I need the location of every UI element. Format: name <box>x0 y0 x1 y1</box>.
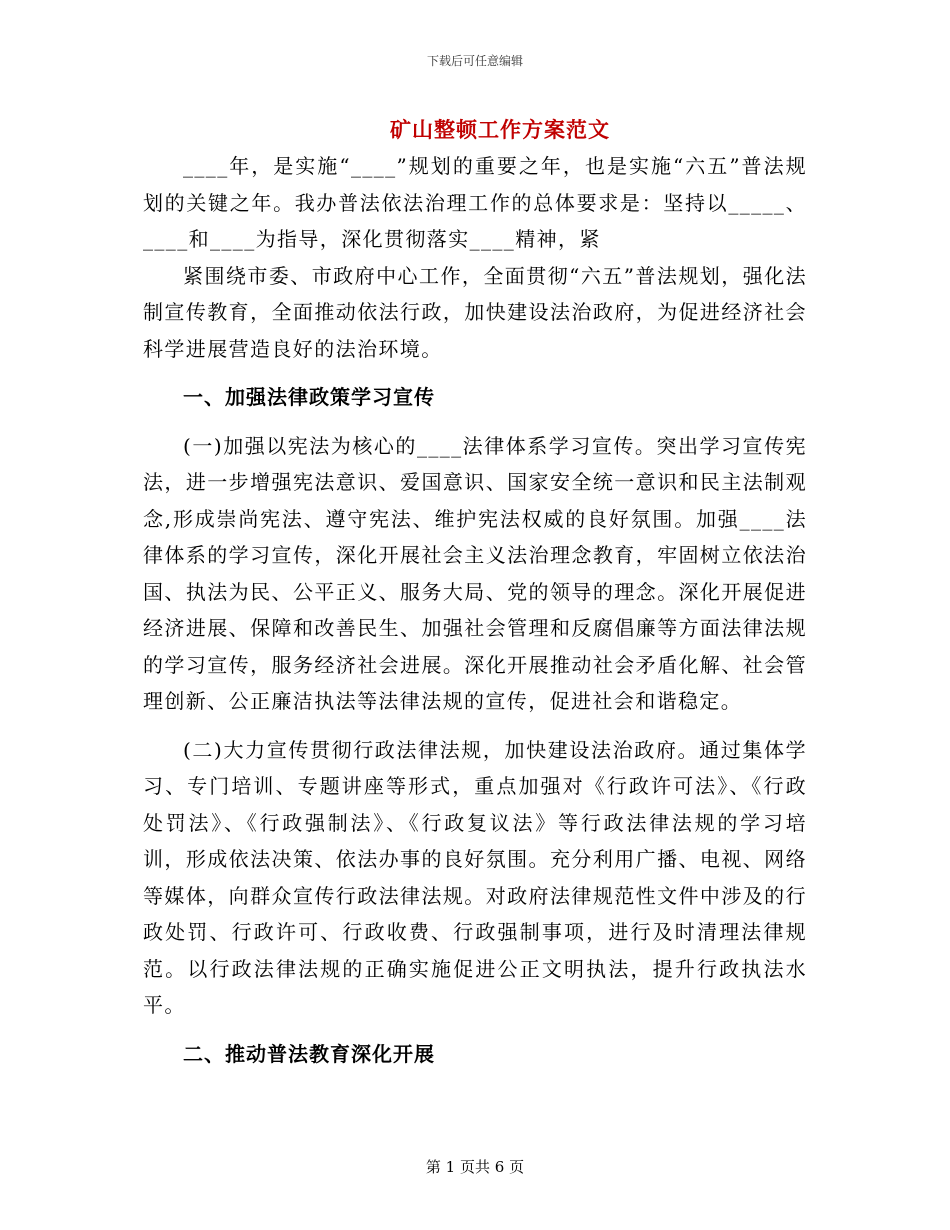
intro-paragraph-2: 紧围绕市委、市政府中心工作，全面贯彻“六五”普法规划，强化法制宣传教育，全面推动依法行政，加快建设法治政府，为促进经济社会科学进展营造良好的法治环境。 <box>143 263 807 361</box>
intro-paragraph-1: ____年，是实施“____”规划的重要之年，也是实施“六五”普法规划的关键之年。我办普法依法治理工作的总体要求是：坚持以_____、____和____为指导，深化贯彻落实____精神，紧 <box>143 154 807 251</box>
section-1-paragraph-2: (二)大力宣传贯彻行政法律法规，加快建设法治政府。通过集体学习、专门培训、专题讲座等形式，重点加强对《行政许可法》、《行政处罚法》、《行政强制法》、《行政复议法》等行政法律法规的学习培训，形成依法决策、依法办事的良好氛围。充分利用广播、电视、网络等媒体，向群众宣传行政法律法规。对政府法律规范性文件中涉及的行政处罚、行政许可、行政收费、行政强制事项，进行及时清理法律规范。以行政法律法规的正确实施促进公正文明执法，提升行政执法水平。 <box>143 737 807 1017</box>
section-2-heading: 二、推动普法教育深化开展 <box>183 1041 435 1066</box>
document-body <box>143 148 807 1084</box>
section-1-paragraph-1: (一)加强以宪法为核心的____法律体系学习宣传。突出学习宣传宪法，进一步增强宪法意识、爱国意识、国家安全统一意识和民主法制观念,形成崇尚宪法、遵守宪法、维护宪法权威的良好氛围。加强____法律体系的学习宣传，深化开展社会主义法治理念教育，牢固树立依法治国、执法为民、公平正义、服务大局、党的领导的理念。深化开展促进经济进展、保障和改善民生、加强社会管理和反腐倡廉等方面法律法规的学习宣传，服务经济社会进展。深化开展推动社会矛盾化解、社会管理创新、公正廉洁执法等法律法规的宣传，促进社会和谐稳定。 <box>143 433 807 713</box>
section-1-heading: 一、加强法律政策学习宣传 <box>183 385 435 409</box>
header-note: 下载后可任意编辑 <box>426 54 523 68</box>
document-title: 矿山整顿工作方案范文 <box>390 117 610 142</box>
page-number: 第 1 页共 6 页 <box>425 1158 525 1176</box>
